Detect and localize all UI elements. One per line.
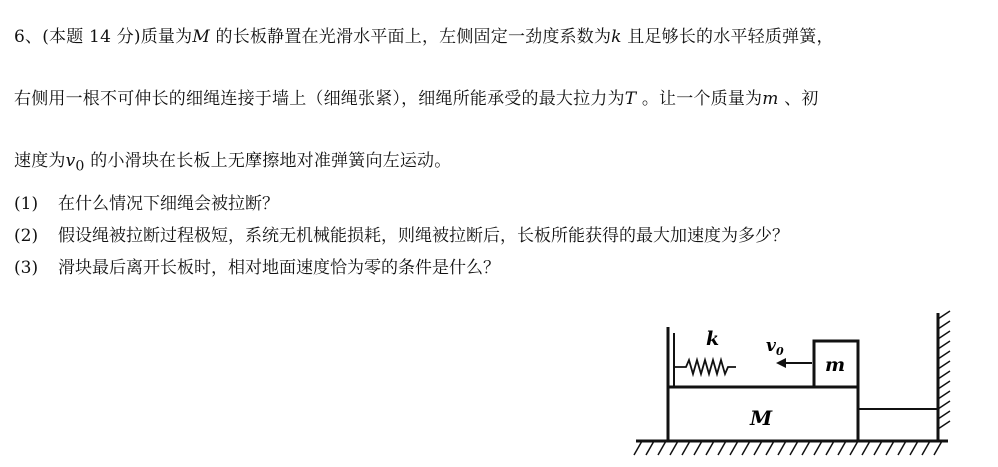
question-text: 假设绳被拉断过程极短，系统无机械能损耗，则绳被拉断后，长板所能获得的最大加速度为多少？	[58, 226, 789, 246]
var-T: T	[624, 89, 637, 109]
question-number: (2)	[14, 226, 39, 246]
question-2	[14, 221, 789, 246]
question-text: 在什么情况下细绳会被拉断？	[58, 194, 279, 214]
question-number: (3)	[14, 258, 39, 278]
var-m: m	[762, 89, 779, 109]
problem-text: 且足够长的水平轻质弹簧，	[621, 27, 834, 47]
question-3	[14, 253, 500, 278]
var-v-subscript: 0	[75, 158, 85, 175]
board-label: M	[750, 406, 773, 430]
problem-text: 的小滑块在长板上无摩擦地对准弹簧向左运动。	[84, 151, 452, 171]
problem-text: 、初	[778, 89, 819, 109]
problem-line-1	[14, 22, 834, 47]
problem-text: 右侧用一根不可伸长的细绳连接于墙上（细绳张紧），细绳所能承受的最大拉力为	[14, 89, 625, 109]
arrow-head-icon	[776, 358, 786, 368]
spring	[674, 360, 736, 374]
spring-board-figure	[630, 305, 960, 463]
ground-hatching	[634, 441, 942, 455]
question-text: 滑块最后离开长板时，相对地面速度恰为零的条件是什么？	[58, 258, 500, 278]
spring-label: k	[706, 328, 720, 350]
problem-line-2	[14, 84, 819, 109]
var-M: M	[192, 27, 210, 47]
block-label: m	[825, 354, 846, 376]
problem-line-3	[14, 146, 451, 174]
var-v: v	[65, 151, 76, 171]
problem-text: 。让一个质量为	[636, 89, 763, 109]
velocity-label: v	[766, 336, 776, 356]
problem-text: 6、(本题 14 分)质量为	[14, 27, 193, 47]
question-1	[14, 189, 279, 214]
wall-hatching	[938, 311, 950, 429]
var-k: k	[611, 27, 622, 47]
question-number: (1)	[14, 194, 39, 214]
velocity-subscript: 0	[776, 345, 784, 358]
problem-text: 的长板静置在光滑水平面上，左侧固定一劲度系数为	[209, 27, 612, 47]
problem-text: 速度为	[14, 151, 66, 171]
